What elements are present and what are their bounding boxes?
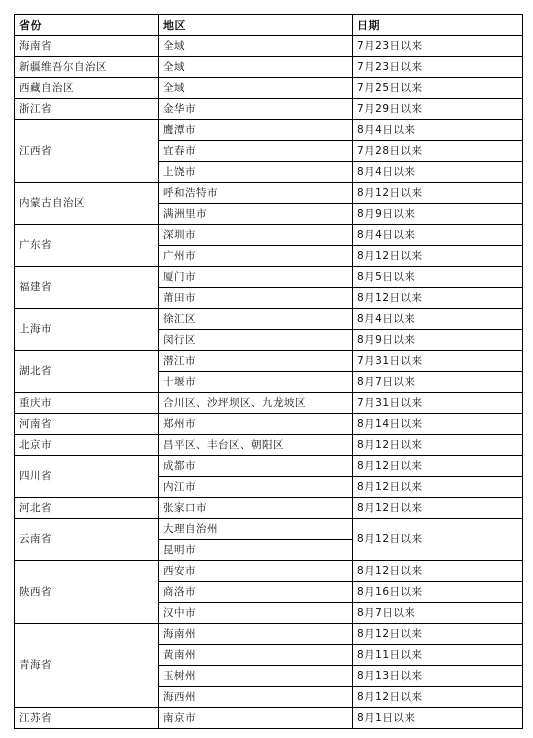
region-cell: 合川区、沙坪坝区、九龙坡区 (159, 393, 353, 414)
table-row (15, 498, 523, 519)
region-cell: 全域 (159, 57, 353, 78)
region-cell: 呼和浩特市 (159, 183, 353, 204)
table-row (15, 561, 523, 582)
region-cell: 潜江市 (159, 351, 353, 372)
table-row (15, 120, 523, 141)
region-cell: 西安市 (159, 561, 353, 582)
province-cell: 江西省 (15, 120, 159, 183)
province-cell: 广东省 (15, 225, 159, 267)
date-cell: 7月23日以来 (353, 36, 523, 57)
date-cell: 7月29日以来 (353, 99, 523, 120)
region-cell: 昆明市 (159, 540, 353, 561)
region-cell: 上饶市 (159, 162, 353, 183)
date-cell: 7月31日以来 (353, 351, 523, 372)
date-cell: 8月12日以来 (353, 246, 523, 267)
date-cell: 8月7日以来 (353, 603, 523, 624)
date-cell: 8月5日以来 (353, 267, 523, 288)
table-row (15, 435, 523, 456)
province-cell: 河南省 (15, 414, 159, 435)
province-cell: 四川省 (15, 456, 159, 498)
region-cell: 张家口市 (159, 498, 353, 519)
region-cell: 徐汇区 (159, 309, 353, 330)
region-cell: 深圳市 (159, 225, 353, 246)
risk-region-table (14, 14, 523, 729)
region-cell: 内江市 (159, 477, 353, 498)
province-cell: 青海省 (15, 624, 159, 708)
region-cell: 成都市 (159, 456, 353, 477)
region-cell: 郑州市 (159, 414, 353, 435)
province-cell: 河北省 (15, 498, 159, 519)
region-cell: 全域 (159, 36, 353, 57)
date-cell: 8月14日以来 (353, 414, 523, 435)
province-cell: 浙江省 (15, 99, 159, 120)
date-cell: 8月16日以来 (353, 582, 523, 603)
date-cell: 7月23日以来 (353, 57, 523, 78)
region-cell: 玉树州 (159, 666, 353, 687)
header-province: 省份 (15, 15, 159, 36)
region-cell: 黄南州 (159, 645, 353, 666)
date-cell: 8月4日以来 (353, 309, 523, 330)
region-cell: 全域 (159, 78, 353, 99)
region-cell: 鹰潭市 (159, 120, 353, 141)
region-cell: 汉中市 (159, 603, 353, 624)
region-cell: 广州市 (159, 246, 353, 267)
header-region: 地区 (159, 15, 353, 36)
province-cell: 福建省 (15, 267, 159, 309)
table-row (15, 57, 523, 78)
province-cell: 陕西省 (15, 561, 159, 624)
date-cell: 8月12日以来 (353, 288, 523, 309)
date-cell: 7月31日以来 (353, 393, 523, 414)
header-date: 日期 (353, 15, 523, 36)
date-cell: 8月12日以来 (353, 477, 523, 498)
province-cell: 江苏省 (15, 708, 159, 729)
date-cell: 8月12日以来 (353, 435, 523, 456)
date-cell: 8月4日以来 (353, 225, 523, 246)
table-row (15, 36, 523, 57)
region-cell: 商洛市 (159, 582, 353, 603)
date-cell: 8月9日以来 (353, 330, 523, 351)
region-cell: 厦门市 (159, 267, 353, 288)
table-body (15, 36, 523, 729)
province-cell: 北京市 (15, 435, 159, 456)
table-row (15, 225, 523, 246)
region-cell: 大理自治州 (159, 519, 353, 540)
date-cell: 8月9日以来 (353, 204, 523, 225)
region-cell: 海西州 (159, 687, 353, 708)
region-cell: 海南州 (159, 624, 353, 645)
date-cell: 8月4日以来 (353, 120, 523, 141)
table-row (15, 519, 523, 540)
region-cell: 金华市 (159, 99, 353, 120)
date-cell: 8月12日以来 (353, 519, 523, 561)
table-row (15, 99, 523, 120)
region-cell: 宜春市 (159, 141, 353, 162)
date-cell: 8月12日以来 (353, 183, 523, 204)
region-cell: 十堰市 (159, 372, 353, 393)
province-cell: 西藏自治区 (15, 78, 159, 99)
table-row (15, 267, 523, 288)
date-cell: 7月25日以来 (353, 78, 523, 99)
province-cell: 云南省 (15, 519, 159, 561)
date-cell: 8月11日以来 (353, 645, 523, 666)
region-cell: 莆田市 (159, 288, 353, 309)
table-row (15, 624, 523, 645)
table-header-row (15, 15, 523, 36)
region-cell: 昌平区、丰台区、朝阳区 (159, 435, 353, 456)
table-row (15, 414, 523, 435)
date-cell: 8月12日以来 (353, 687, 523, 708)
province-cell: 重庆市 (15, 393, 159, 414)
province-cell: 海南省 (15, 36, 159, 57)
region-cell: 满洲里市 (159, 204, 353, 225)
province-cell: 内蒙古自治区 (15, 183, 159, 225)
date-cell: 8月13日以来 (353, 666, 523, 687)
date-cell: 8月7日以来 (353, 372, 523, 393)
date-cell: 8月4日以来 (353, 162, 523, 183)
date-cell: 8月12日以来 (353, 456, 523, 477)
table-row (15, 309, 523, 330)
date-cell: 7月28日以来 (353, 141, 523, 162)
date-cell: 8月12日以来 (353, 561, 523, 582)
province-cell: 湖北省 (15, 351, 159, 393)
table-row (15, 351, 523, 372)
province-cell: 上海市 (15, 309, 159, 351)
date-cell: 8月12日以来 (353, 498, 523, 519)
table-row (15, 708, 523, 729)
date-cell: 8月1日以来 (353, 708, 523, 729)
table-row (15, 393, 523, 414)
province-cell: 新疆维吾尔自治区 (15, 57, 159, 78)
table-row (15, 183, 523, 204)
region-cell: 南京市 (159, 708, 353, 729)
table-row (15, 78, 523, 99)
region-cell: 闵行区 (159, 330, 353, 351)
date-cell: 8月12日以来 (353, 624, 523, 645)
table-row (15, 456, 523, 477)
